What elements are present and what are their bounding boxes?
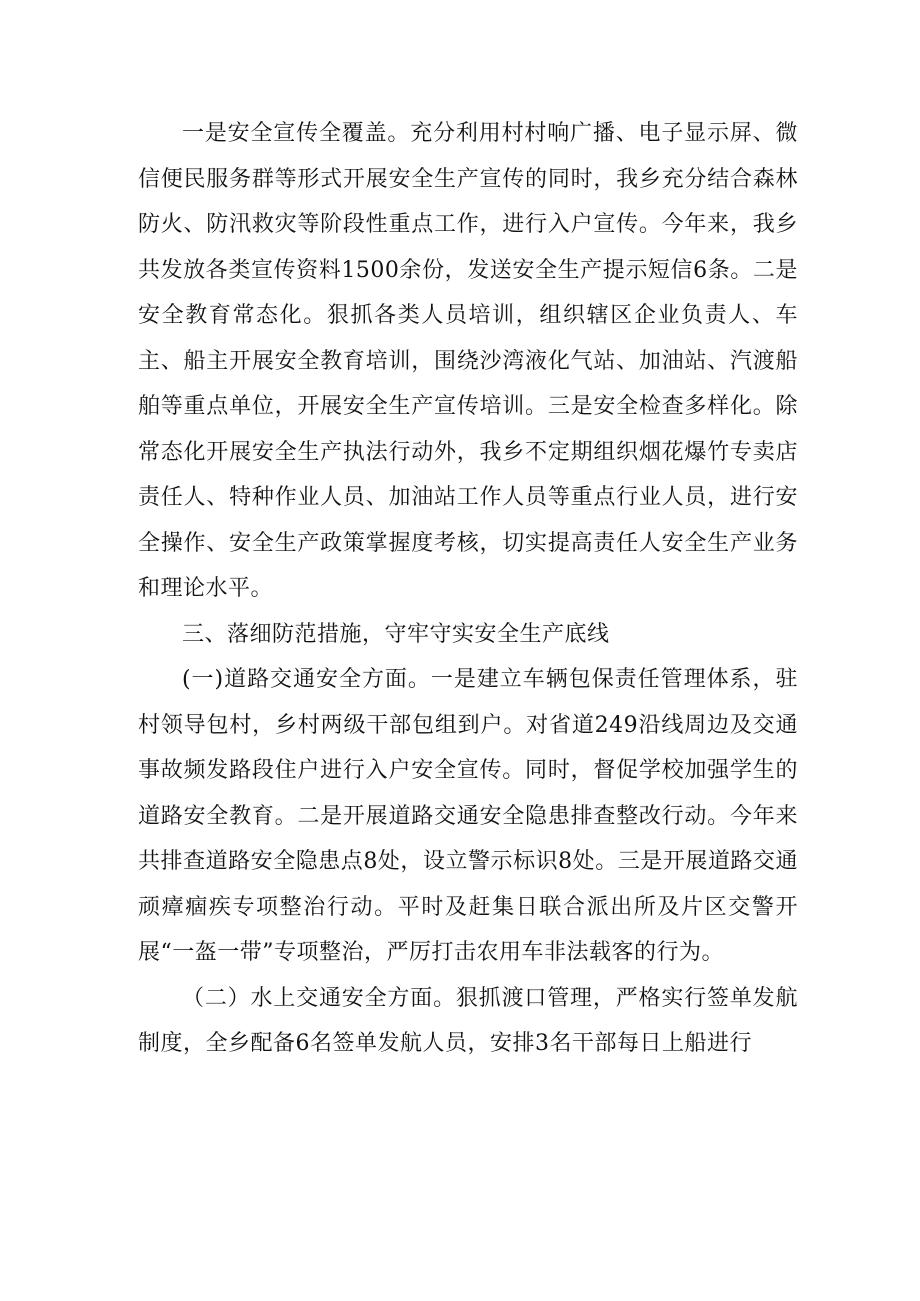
paragraph-road-traffic-safety: (一)道路交通安全方面。一是建立车辆包保责任管理体系，驻村领导包村，乡村两级干部包组到户。对省道249沿线周边及交通事故频发路段住户进行入户安全宣传。同时，督促学校加强学生的道路安全教育。二是开展道路交通安全隐患排查整改行动。今年来共排查道路安全隐患点8处，设立警示标识8处。三是开展道路交通顽瘴痼疾专项整治行动。平时及赶集日联合派出所及片区交警开展“一盔一带”专项整治，严厉打击农用车非法载客的行为。 (138, 667, 798, 965)
section-heading-prevention-measures: 三、落细防范措施，守牢守实安全生产底线 (182, 621, 610, 647)
document-page (138, 111, 798, 1067)
paragraph-water-traffic-safety: （二）水上交通安全方面。狠抓渡口管理，严格实行签单发航制度，全乡配备6名签单发航人员，安排3名干部每日上船进行 (138, 985, 798, 1056)
paragraph-safety-publicity: 一是安全宣传全覆盖。充分利用村村响广播、电子显示屏、微信便民服务群等形式开展安全生产宣传的同时，我乡充分结合森林防火、防汛救灾等阶段性重点工作，进行入户宣传。今年来，我乡共发放各类宣传资料1500余份，发送安全生产提示短信6条。二是安全教育常态化。狠抓各类人员培训，组织辖区企业负责人、车主、船主开展安全教育培训，围绕沙湾液化气站、加油站、汽渡船舶等重点单位，开展安全生产宣传培训。三是安全检查多样化。除常态化开展安全生产执法行动外，我乡不定期组织烟花爆竹专卖店责任人、特种作业人员、加油站工作人员等重点行业人员，进行安全操作、安全生产政策掌握度考核，切实提高责任人安全生产业务和理论水平。 (138, 121, 798, 601)
